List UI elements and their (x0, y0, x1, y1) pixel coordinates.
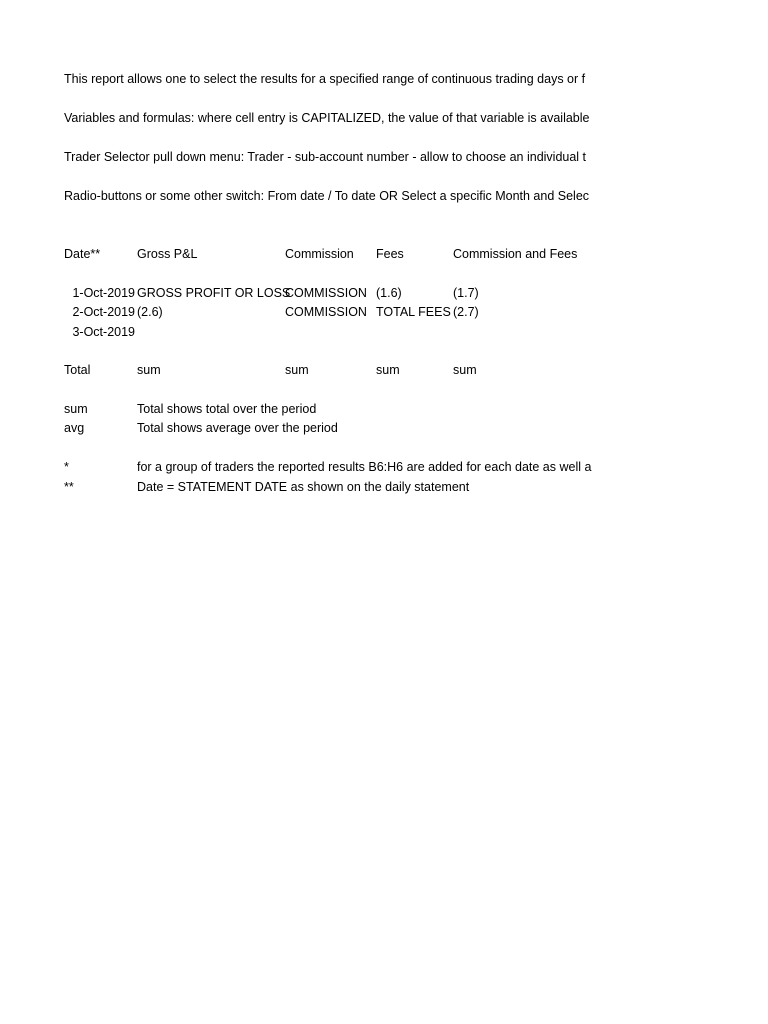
row1-date: 1-Oct-2019 (72, 286, 135, 300)
row2-commission: COMMISSION (285, 305, 367, 319)
total-label: Total (64, 363, 91, 377)
row1-fees: (1.6) (376, 286, 402, 300)
footnote-text-double-star: Date = STATEMENT DATE as shown on the daily statement (137, 480, 470, 494)
header-date: Date** (64, 247, 101, 261)
footnote-key-double-star: ** (64, 480, 74, 494)
legend-text-avg: Total shows average over the period (137, 421, 338, 435)
total-fees: sum (376, 363, 400, 377)
row1-commission: COMMISSION (285, 286, 367, 300)
note-variables-formulas: Variables and formulas: where cell entry is CAPITALIZED, the value of that variable is available (64, 111, 590, 125)
note-report-description: This report allows one to select the results for a specified range of continuous trading days or f (64, 72, 586, 86)
footnote-text-single-star: for a group of traders the reported results B6:H6 are added for each date as well a (137, 460, 592, 474)
row3-date: 3-Oct-2019 (72, 325, 135, 339)
note-radio-buttons: Radio-buttons or some other switch: From date / To date OR Select a specific Month and Selec (64, 189, 590, 203)
legend-key-avg: avg (64, 421, 85, 435)
row1-gross-pnl: GROSS PROFIT OR LOSS (137, 286, 291, 300)
total-gross-pnl: sum (137, 363, 161, 377)
row2-gross-pnl: (2.6) (137, 305, 163, 319)
footnote-key-single-star: * (64, 460, 69, 474)
header-fees: Fees (376, 247, 404, 261)
total-commission: sum (285, 363, 309, 377)
header-gross-pnl: Gross P&L (137, 247, 198, 261)
header-commission-and-fees: Commission and Fees (453, 247, 578, 261)
legend-text-sum: Total shows total over the period (137, 402, 317, 416)
row2-date: 2-Oct-2019 (72, 305, 135, 319)
row1-commission-and-fees: (1.7) (453, 286, 479, 300)
row2-commission-and-fees: (2.7) (453, 305, 479, 319)
header-commission: Commission (285, 247, 354, 261)
row2-fees: TOTAL FEES (376, 305, 451, 319)
legend-key-sum: sum (64, 402, 88, 416)
note-trader-selector: Trader Selector pull down menu: Trader - sub-account number - allow to choose an individual t (64, 150, 587, 164)
total-commission-and-fees: sum (453, 363, 477, 377)
